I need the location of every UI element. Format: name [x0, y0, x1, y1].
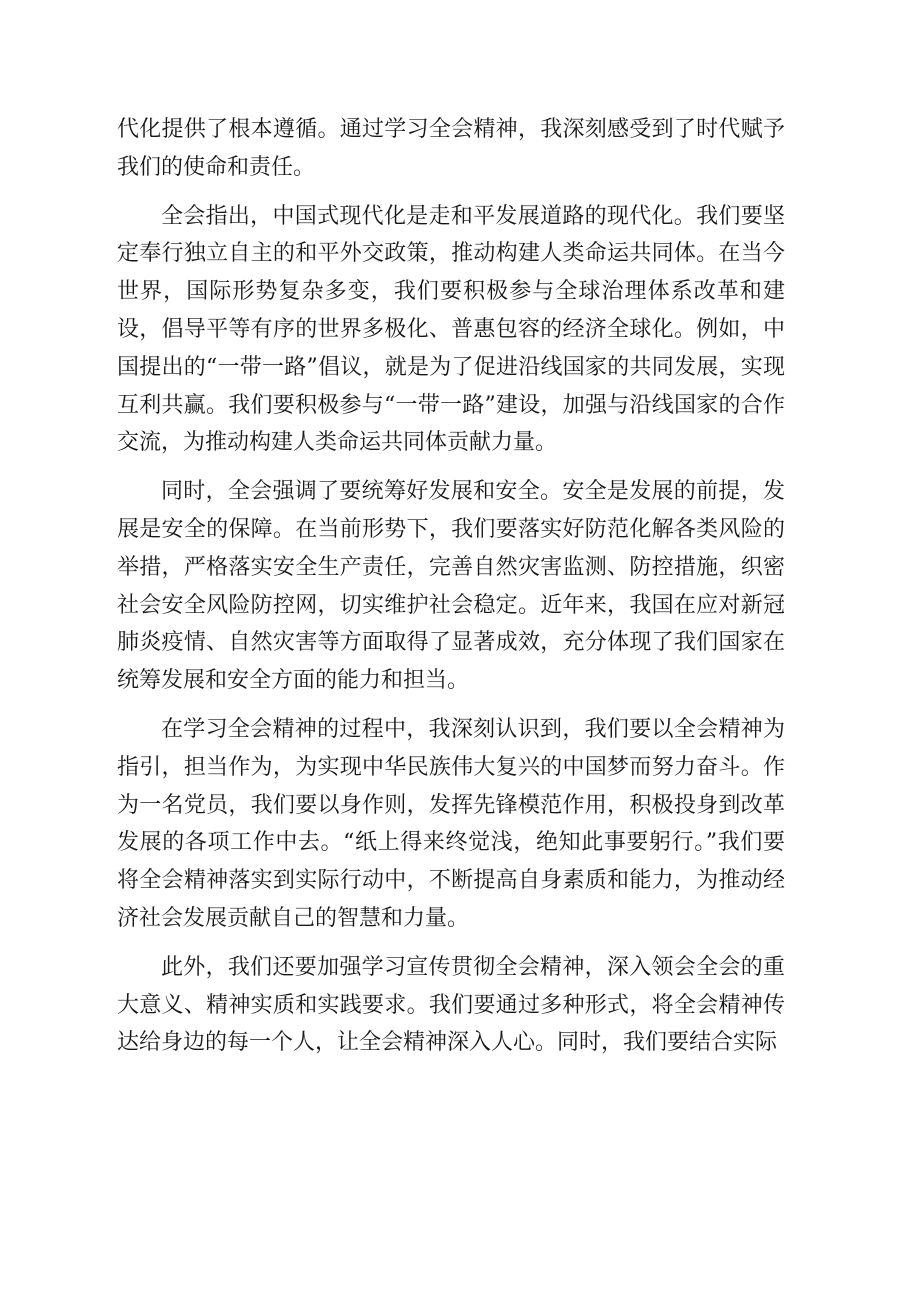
paragraph-development-and-security: 同时，全会强调了要统筹好发展和安全。安全是发展的前提，发展是安全的保障。在当前形势下，我们要落实好防范化解各类风险的举措，严格落实安全生产责任，完善自然灾害监测、防控措施，织密社会安全风险防控网，切实维护社会稳定。近年来，我国在应对新冠肺炎疫情、自然灾害等方面取得了显著成效，充分体现了我们国家在统筹发展和安全方面的能力和担当。 — [117, 479, 785, 694]
paragraph-continuation: 代化提供了根本遵循。通过学习全会精神，我深刻感受到了时代赋予我们的使命和责任。 — [117, 117, 785, 180]
paragraph-personal-reflection: 在学习全会精神的过程中，我深刻认识到，我们要以全会精神为指引，担当作为，为实现中华民族伟大复兴的中国梦而努力奋斗。作为一名党员，我们要以身作则，发挥先锋模范作用，积极投身到改革发展的各项工作中去。“纸上得来终觉浅，绝知此事要躬行。”我们要将全会精神落实到实际行动中，不断提高自身素质和能力，为推动经济社会发展贡献自己的智慧和力量。 — [117, 716, 785, 931]
document-body — [117, 111, 785, 1073]
paragraph-study-promotion: 此外，我们还要加强学习宣传贯彻全会精神，深入领会全会的重大意义、精神实质和实践要求。我们要通过多种形式，将全会精神传达给身边的每一个人，让全会精神深入人心。同时，我们要结合实际 — [117, 954, 785, 1056]
paragraph-peaceful-development: 全会指出，中国式现代化是走和平发展道路的现代化。我们要坚定奉行独立自主的和平外交政策，推动构建人类命运共同体。在当今世界，国际形势复杂多变，我们要积极参与全球治理体系改革和建设，倡导平等有序的世界多极化、普惠包容的经济全球化。例如，中国提出的“一带一路”倡议，就是为了促进沿线国家的共同发展，实现互利共赢。我们要积极参与“一带一路”建设，加强与沿线国家的合作交流，为推动构建人类命运共同体贡献力量。 — [117, 203, 785, 456]
